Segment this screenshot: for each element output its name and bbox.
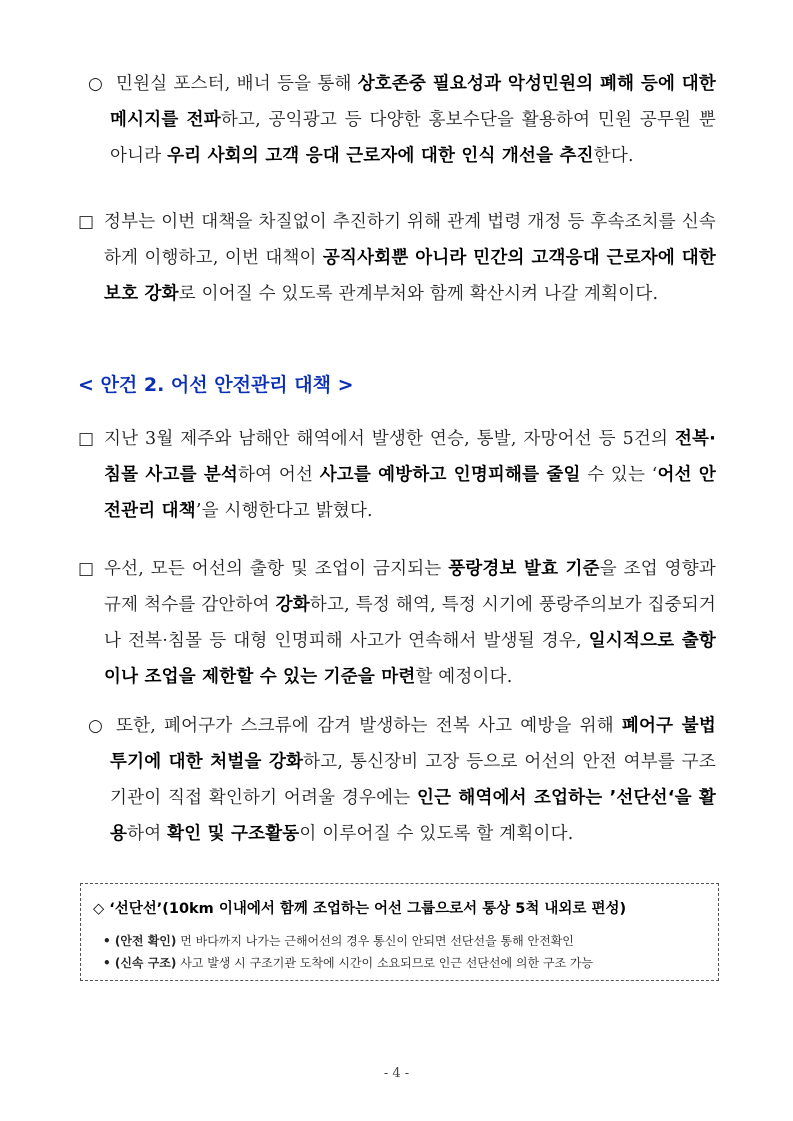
info-box-title: ◇ ‘선단선’(10km 이내에서 함께 조업하는 어선 그룹으로서 통상 5척 내외로 편성) bbox=[93, 901, 627, 917]
square-bullet: □ bbox=[78, 559, 95, 579]
info-box bbox=[80, 883, 719, 981]
body-text: 정부는 이번 대책을 차질없이 추진하기 위해 관계 법령 개정 등 후속조치를 신속하게 이행하고, 이번 대책이 bbox=[104, 212, 716, 268]
body-text: 하고, 특정 해역, 특정 시기에 풍랑주의보가 집중되거나 전복·침몰 등 대형 인명피해 사고가 연속해서 발생될 경우, bbox=[104, 595, 717, 651]
emphasis-text: 상호존중 필요성과 악성민원의 폐해 등에 대한 메시지를 전파 bbox=[110, 74, 716, 130]
emphasis-text: 인근 해역에서 조업하는 ’선단선‘을 활용 bbox=[110, 788, 716, 844]
square-bullet: □ bbox=[78, 212, 95, 232]
emphasis-text: 풍랑경보 발효 기준 bbox=[448, 559, 600, 579]
body-text: 하여 bbox=[127, 824, 168, 844]
body-text: 민원실 포스터, 배너 등을 통해 bbox=[116, 74, 358, 94]
bullet-text: 먼 바다까지 나가는 근해어선의 경우 통신이 안되면 선단선을 통해 안전확인 bbox=[176, 934, 574, 948]
body-text: 또한, 폐어구가 스크류에 감겨 발생하는 전복 사고 예방을 위해 bbox=[116, 716, 622, 736]
bullet-label: • (신속 구조) bbox=[103, 956, 177, 970]
body-text: 수 있는 ‘ bbox=[580, 465, 658, 485]
body-text: 하고, 통신장비 고장 등으로 어선의 안전 여부를 구조기관이 직접 확인하기 어려울 경우에는 bbox=[110, 752, 716, 808]
section-heading: < 안건 2. 어선 안전관리 대책 > bbox=[78, 374, 354, 396]
page-number: - 4 - bbox=[383, 1066, 410, 1081]
body-text: 우선, 모든 어선의 출항 및 조업이 금지되는 bbox=[104, 559, 449, 579]
info-box-bullet bbox=[103, 954, 593, 971]
body-text: 로 이어질 수 있도록 관계부처와 함께 확산시켜 나갈 계획이다. bbox=[178, 284, 659, 304]
body-text: 이 이루어질 수 있도록 할 계획이다. bbox=[299, 824, 574, 844]
body-text: ’을 시행한다고 밝혔다. bbox=[195, 501, 373, 521]
body-text: 하여 어선 bbox=[238, 465, 320, 485]
paragraph-text bbox=[110, 708, 716, 852]
emphasis-text: 확인 및 구조활동 bbox=[167, 824, 300, 844]
body-text: 하고, 공익광고 등 다양한 홍보수단을 활용하여 민원 공무원 뿐 아니라 bbox=[110, 110, 716, 166]
paragraph-text bbox=[104, 551, 716, 695]
square-bullet: □ bbox=[78, 429, 95, 449]
emphasis-text: 일시적으로 출항이나 조업을 제한할 수 있는 기준을 마련 bbox=[104, 631, 716, 687]
emphasis-text: 전복·침몰 사고를 분석 bbox=[104, 429, 716, 485]
emphasis-text: 어선 안전관리 대책 bbox=[104, 465, 716, 521]
emphasis-text: 강화 bbox=[275, 595, 310, 615]
emphasis-text: 우리 사회의 고객 응대 근로자에 대한 인식 개선을 추진 bbox=[167, 146, 594, 166]
body-text: 할 예정이다. bbox=[415, 667, 513, 687]
paragraph-text bbox=[104, 421, 716, 529]
body-text: 을 조업 영향과 규제 척수를 감안하여 bbox=[104, 559, 716, 615]
emphasis-text: 사고를 예방하고 인명피해를 줄일 bbox=[319, 465, 581, 485]
body-text: 한다. bbox=[593, 146, 634, 166]
emphasis-text: 폐어구 불법 투기에 대한 처벌을 강화 bbox=[110, 716, 716, 772]
body-text: 지난 3월 제주와 남해안 해역에서 발생한 연승, 통발, 자망어선 등 5건의 bbox=[104, 429, 675, 449]
circle-bullet: ○ bbox=[88, 74, 103, 94]
paragraph-text bbox=[104, 204, 716, 312]
info-box-bullet bbox=[103, 932, 574, 949]
bullet-text: 사고 발생 시 구조기관 도착에 시간이 소요되므로 인근 선단선에 의한 구조 가능 bbox=[176, 956, 594, 970]
circle-bullet: ○ bbox=[88, 716, 103, 736]
bullet-label: • (안전 확인) bbox=[103, 934, 177, 948]
paragraph-text bbox=[110, 66, 716, 174]
emphasis-text: 공직사회뿐 아니라 민간의 고객응대 근로자에 대한 보호 강화 bbox=[104, 248, 716, 304]
